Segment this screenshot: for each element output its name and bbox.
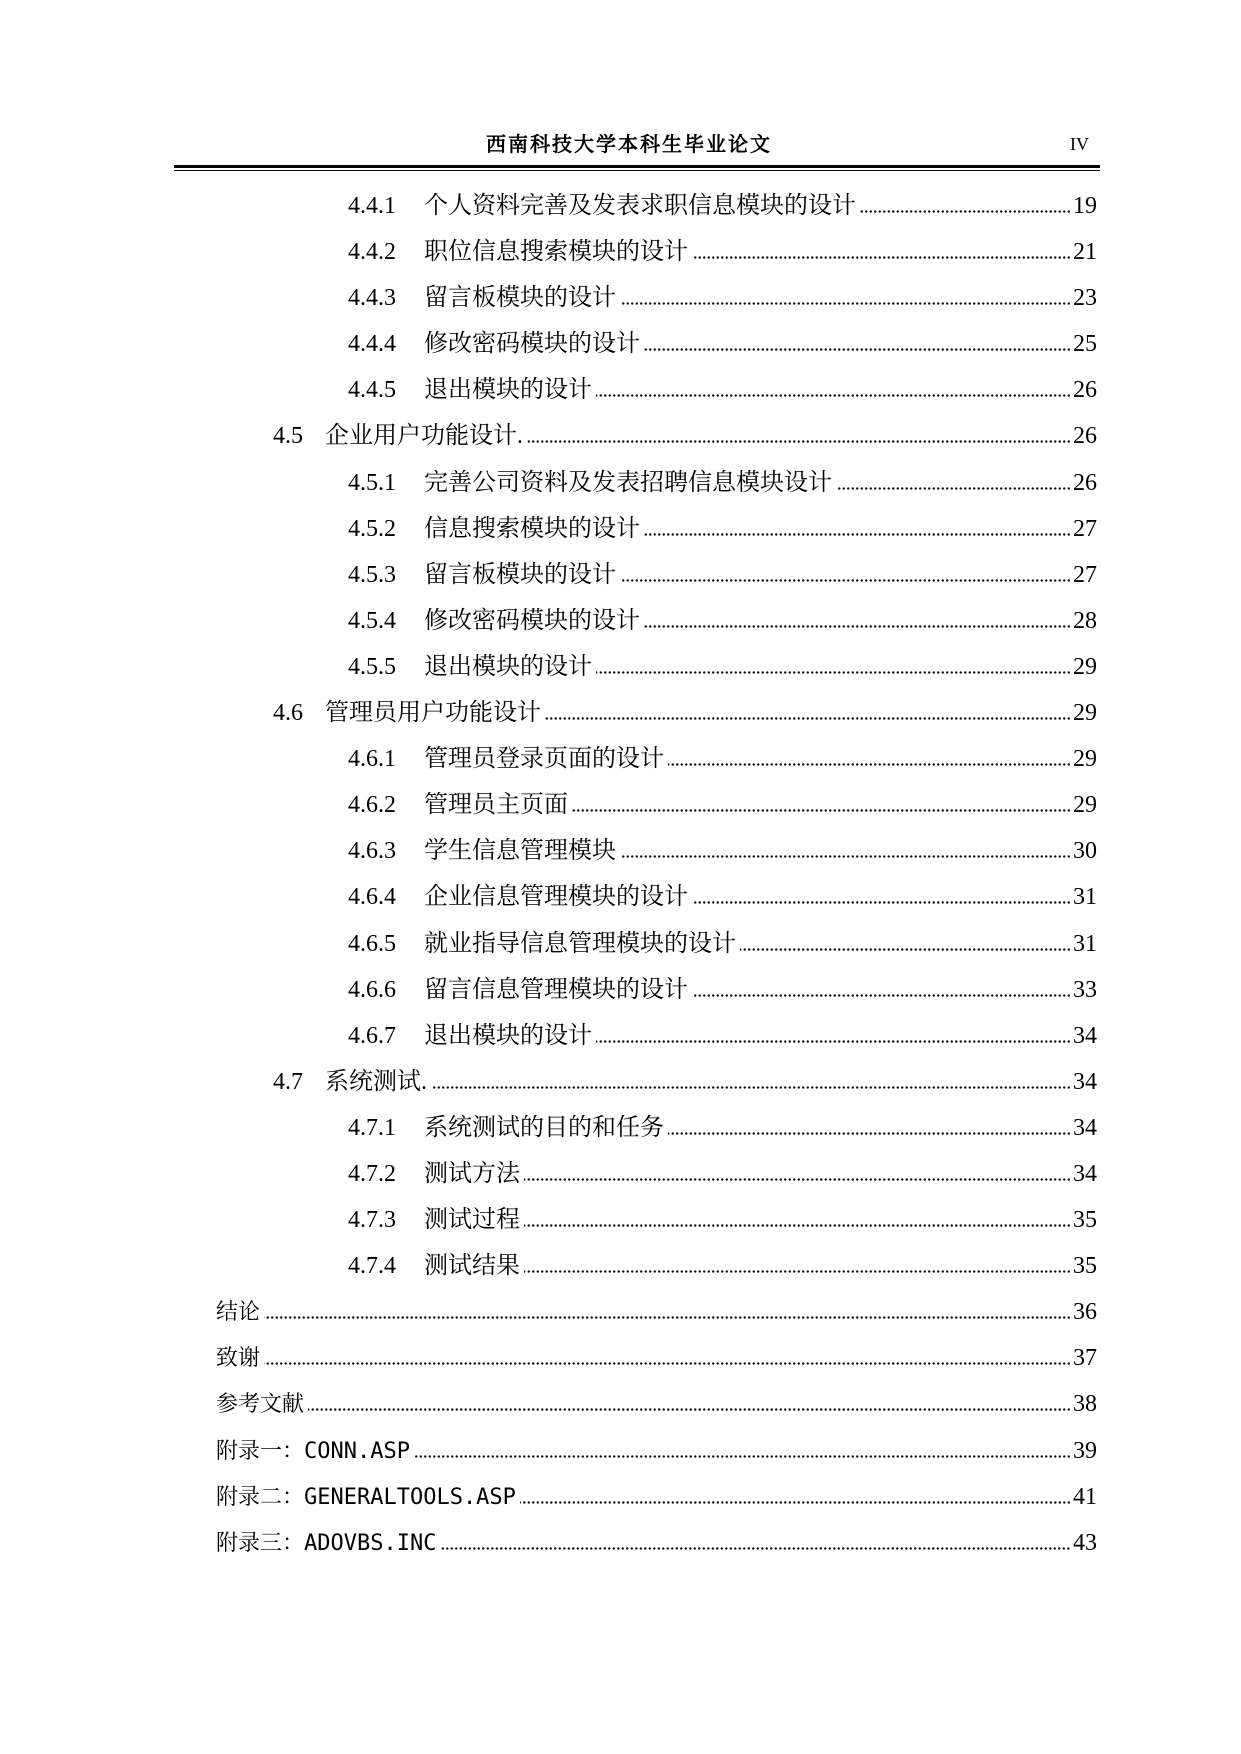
toc-entry-number: 4.6.5 [348,930,396,957]
dot-leader [668,763,1071,766]
toc-entry [216,967,1097,1013]
toc-entry [216,828,1097,874]
toc-entry-title: 测试过程 [424,1207,520,1234]
toc-entry-title: 修改密码模块的设计 [424,607,640,634]
toc-entry-number: 4.7.3 [348,1207,396,1234]
toc-entry-page-number: 25 [1073,331,1097,358]
toc-entry [216,413,1097,459]
toc-entry-number: 4.6.4 [348,884,396,911]
dot-leader [545,717,1071,720]
toc-entry-page-number: 31 [1073,884,1097,911]
toc-entry-title: 结论 [216,1300,261,1326]
toc-entry [216,1335,1097,1381]
dot-leader [692,994,1071,997]
toc-entry [216,1059,1097,1105]
toc-entry-title: 管理员用户功能设计 [325,700,541,727]
toc-entry [216,874,1097,920]
toc-entry-number: 4.4.4 [348,331,396,358]
dot-leader [596,1040,1071,1043]
toc-entry [216,1474,1097,1520]
toc-entry [216,690,1097,736]
toc-entry [216,183,1097,229]
toc-entry-number: 4.5.4 [348,607,396,634]
header-rule-thin [174,170,1100,171]
toc-entry-title: 修改密码模块的设计 [424,331,640,358]
dot-leader [692,256,1071,259]
toc-entry-title: 参考文献 [216,1392,305,1418]
toc-entry-title: 管理员登录页面的设计 [424,746,664,773]
toc-entry-title: 就业指导信息管理模块的设计 [424,930,736,957]
toc-entry-title: 信息搜索模块的设计 [424,515,640,542]
dot-leader [308,1408,1071,1411]
dot-leader [596,671,1071,674]
toc-entry [216,1013,1097,1059]
dot-leader [572,809,1071,812]
toc-entry-number: 4.6.7 [348,1022,396,1049]
toc-entry-number: 4.5.1 [348,469,396,496]
dot-leader [644,533,1071,536]
toc-entry [216,506,1097,552]
dot-leader [264,1316,1071,1319]
toc-entry [216,736,1097,782]
toc-entry-page-number: 29 [1073,700,1097,727]
dot-leader [520,1501,1071,1504]
toc-list [216,183,1097,1566]
dot-leader [740,948,1071,951]
toc-entry-title: 附录一：CONN.ASP [216,1438,410,1464]
toc-entry-number: 4.6.3 [348,838,396,865]
toc-entry-page-number: 26 [1073,469,1097,496]
toc-entry-title: 留言板模块的设计 [424,561,616,588]
toc-entry-page-number: 39 [1073,1437,1097,1464]
dot-leader [414,1455,1071,1458]
toc-entry-number: 4.5.3 [348,561,396,588]
toc-entry-page-number: 34 [1073,1114,1097,1141]
toc-entry-page-number: 31 [1073,930,1097,957]
toc-entry-page-number: 41 [1073,1483,1097,1510]
dot-leader [524,1270,1071,1273]
toc-entry-title: 测试方法 [424,1160,520,1187]
toc-entry-title: 留言信息管理模块的设计 [424,976,688,1003]
dot-leader [431,1086,1071,1089]
toc-entry-title: 企业用户功能设计. [325,423,523,450]
toc-entry-number: 4.4.1 [348,193,396,219]
toc-entry-title: 个人资料完善及发表求职信息模块的设计 [424,193,856,219]
toc-entry [216,552,1097,598]
dot-leader [524,1178,1071,1181]
toc-entry-number: 4.5.5 [348,653,396,680]
dot-leader [644,348,1071,351]
toc-entry-number: 4.7.2 [348,1160,396,1187]
dot-leader [620,302,1071,305]
toc-entry-number: 4.4.5 [348,377,396,404]
toc-entry [216,1520,1097,1566]
toc-entry-title: 留言板模块的设计 [424,285,616,312]
toc-entry-number: 4.7.1 [348,1114,396,1141]
toc-entry [216,1243,1097,1289]
toc-entry-page-number: 34 [1073,1022,1097,1049]
toc-entry-title: 学生信息管理模块 [424,838,616,865]
toc-entry-title: 退出模块的设计 [424,1022,592,1049]
dot-leader [860,210,1071,213]
toc-entry-page-number: 36 [1073,1299,1097,1326]
toc-entry-number: 4.4.2 [348,239,396,266]
toc-entry-page-number: 28 [1073,607,1097,634]
toc-entry-page-number: 29 [1073,792,1097,819]
dot-leader [668,1132,1071,1135]
toc-entry-page-number: 38 [1073,1391,1097,1418]
toc-entry-page-number: 27 [1073,561,1097,588]
toc-entry-title: 附录二：GENERALTOOLS.ASP [216,1484,516,1510]
toc-entry [216,1105,1097,1151]
toc-entry-title: 系统测试的目的和任务 [424,1114,664,1141]
dot-leader [620,579,1071,582]
toc-entry-number: 4.7.4 [348,1253,396,1280]
toc-entry-page-number: 35 [1073,1253,1097,1280]
toc-entry [216,598,1097,644]
dot-leader [644,625,1071,628]
running-header-title: 西南科技大学本科生毕业论文 [486,132,772,156]
dot-leader [527,440,1071,443]
toc-entry-page-number: 23 [1073,285,1097,312]
toc-entry-title: 测试结果 [424,1253,520,1280]
toc-entry-number: 4.6.1 [348,746,396,773]
toc-entry [216,321,1097,367]
toc-entry-number: 4.6.2 [348,792,396,819]
toc-entry-number: 4.4.3 [348,285,396,312]
toc-entry-number: 4.7 [273,1068,303,1095]
page-number-label: IV [1070,134,1089,154]
dot-leader [440,1547,1071,1550]
toc-entry [216,921,1097,967]
dot-leader [836,487,1071,490]
toc-entry-page-number: 34 [1073,1160,1097,1187]
toc-entry-title: 退出模块的设计 [424,377,592,404]
toc-entry-page-number: 26 [1073,423,1097,450]
toc-entry-title: 管理员主页面 [424,792,568,819]
toc-entry [216,644,1097,690]
toc-entry-page-number: 43 [1073,1529,1097,1556]
toc-entry-page-number: 33 [1073,976,1097,1003]
toc-entry [216,1197,1097,1243]
toc-entry-number: 4.5.2 [348,515,396,542]
dot-leader [524,1224,1071,1227]
toc-entry [216,275,1097,321]
toc-entry-number: 4.5 [273,423,303,450]
toc-entry-page-number: 26 [1073,377,1097,404]
toc-entry-page-number: 29 [1073,746,1097,773]
toc-entry [216,1151,1097,1197]
toc-entry-title: 职位信息搜索模块的设计 [424,239,688,266]
toc-entry [216,782,1097,828]
toc-entry-page-number: 37 [1073,1345,1097,1372]
toc-entry-page-number: 19 [1073,193,1097,219]
toc-entry-page-number: 35 [1073,1207,1097,1234]
toc-entry-title: 系统测试. [325,1068,427,1095]
toc-entry [216,229,1097,275]
toc-entry-page-number: 30 [1073,838,1097,865]
toc-entry-number: 4.6 [273,700,303,727]
toc-entry [216,367,1097,413]
toc-entry-page-number: 21 [1073,239,1097,266]
toc-entry-title: 退出模块的设计 [424,653,592,680]
toc-entry [216,460,1097,506]
toc-entry-title: 企业信息管理模块的设计 [424,884,688,911]
toc-entry-title: 附录三：ADOVBS.INC [216,1530,437,1556]
toc-entry-title: 完善公司资料及发表招聘信息模块设计 [424,469,832,496]
dot-leader [692,901,1071,904]
toc-entry-page-number: 34 [1073,1068,1097,1095]
toc-entry [216,1289,1097,1335]
header-rule-thick [174,165,1100,168]
dot-leader [264,1362,1071,1365]
toc-entry-number: 4.6.6 [348,976,396,1003]
dot-leader [596,394,1071,397]
toc-entry-page-number: 27 [1073,515,1097,542]
toc-entry-title: 致谢 [216,1346,261,1372]
dot-leader [620,855,1071,858]
toc-entry-page-number: 29 [1073,653,1097,680]
toc-entry [216,1428,1097,1474]
toc-entry [216,1381,1097,1427]
